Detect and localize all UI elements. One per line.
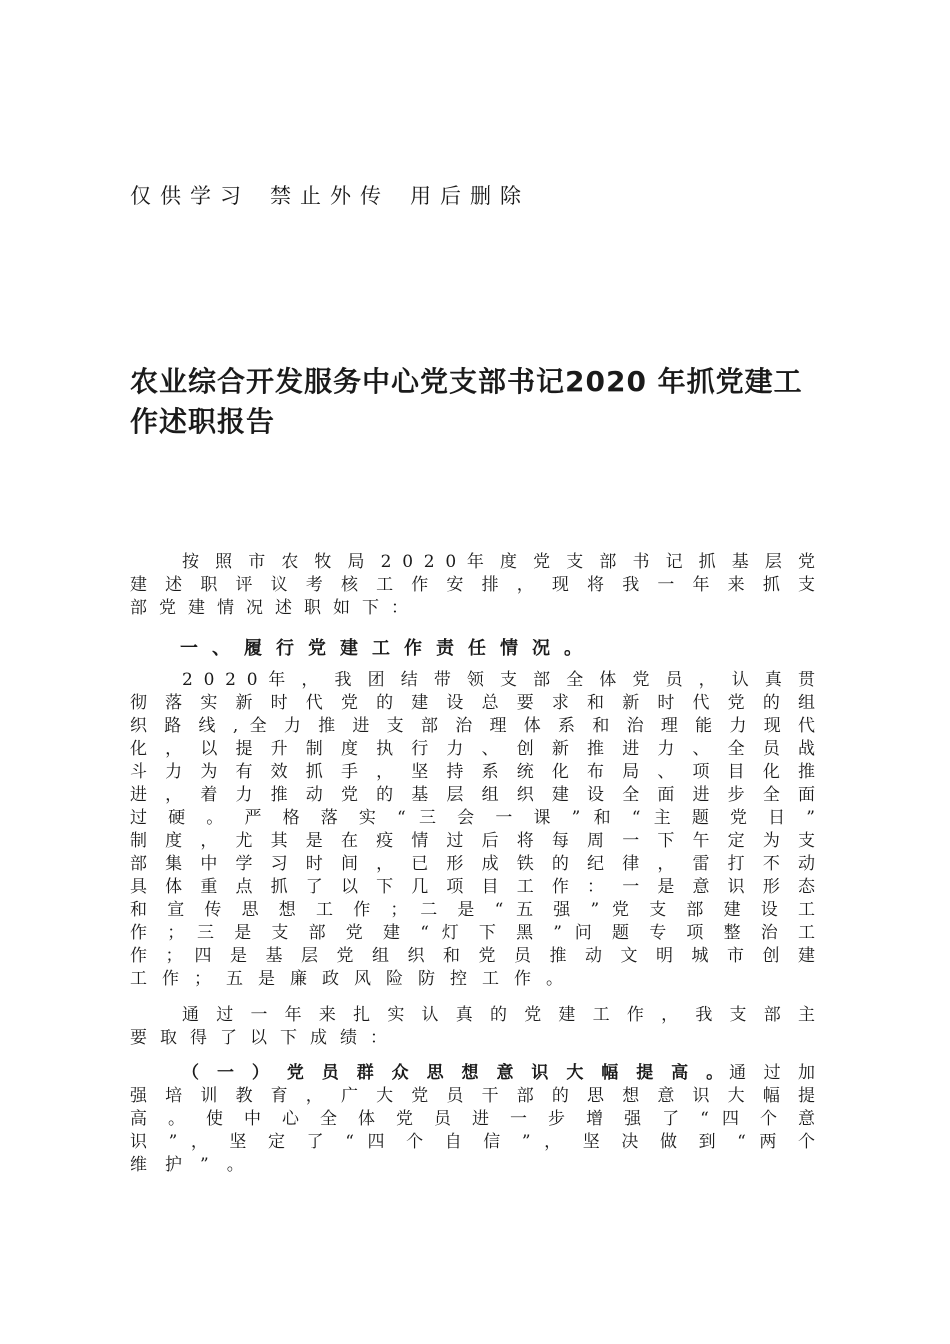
paragraph-line: 进 ， 着 力 推 动 党 的 基 层 组 织 建 设 全 面 进 步 全 面 xyxy=(130,785,815,805)
notice-part-3: 用后删除 xyxy=(410,184,530,208)
paragraph-line: 制 度 ， 尤 其 是 在 疫 情 过 后 将 每 周 一 下 午 定 为 支 xyxy=(130,831,815,851)
section-1-paragraph xyxy=(130,669,815,991)
paragraph-line: 部 集 中 学 习 时 间 ， 已 形 成 铁 的 纪 律 ， 雷 打 不 动 xyxy=(130,854,815,874)
paragraph-line: 和 宣 传 思 想 工 作 ； 二 是 “ 五 强 ” 党 支 部 建 设 工 xyxy=(130,900,815,920)
result-1-lead-tail: 通 过 加 xyxy=(729,1063,815,1083)
paragraph-line: 作 ； 三 是 支 部 党 建 “ 灯 下 黑 ” 问 题 专 项 整 治 工 xyxy=(130,923,815,943)
paragraph-line: 工作；五是廉政风险防控工作。 xyxy=(130,969,578,989)
paragraph-line: 织 路 线 , 全 力 推 进 支 部 治 理 体 系 和 治 理 能 力 现 代 xyxy=(130,716,815,736)
document-title: 农业综合开发服务中心党支部书记2020 年抓党建工作述职报告 xyxy=(130,365,803,438)
paragraph-line: 建 述 职 评 议 考 核 工 作 安 排 ， 现 将 我 一 年 来 抓 支 xyxy=(130,575,815,595)
paragraph-line: 化 ， 以 提 升 制 度 执 行 力 、 创 新 推 进 力 、 全 员 战 xyxy=(130,739,815,759)
result-1-paragraph xyxy=(130,1062,815,1177)
paragraph-line: 作 ； 四 是 基 层 党 组 织 和 党 员 推 动 文 明 城 市 创 建 xyxy=(130,946,815,966)
results-intro-paragraph xyxy=(130,1004,815,1050)
paragraph-line: 识 ” ， 坚 定 了 “ 四 个 自 信 ” ， 坚 决 做 到 “ 两 个 xyxy=(130,1132,815,1152)
notice-part-2: 禁止外传 xyxy=(270,184,390,208)
paragraph-line: 部党建情况述职如下： xyxy=(130,598,420,618)
paragraph-line: 彻 落 实 新 时 代 党 的 建 设 总 要 求 和 新 时 代 党 的 组 xyxy=(130,693,815,713)
paragraph-line: 维护”。 xyxy=(130,1155,262,1175)
paragraph-line: 高 。 使 中 心 全 体 党 员 进 一 步 增 强 了 “ 四 个 意 xyxy=(130,1109,815,1129)
usage-notice xyxy=(130,180,530,210)
notice-part-1: 仅供学习 xyxy=(130,184,250,208)
paragraph-line xyxy=(130,1062,815,1085)
paragraph-line: 通 过 一 年 来 扎 实 认 真 的 党 建 工 作 ， 我 支 部 主 xyxy=(182,1005,815,1025)
paragraph-line: 要取得了以下成绩： xyxy=(130,1028,400,1048)
paragraph-line: 按 照 市 农 牧 局 2 0 2 0 年 度 党 支 部 书 记 抓 基 层 党 xyxy=(182,552,815,572)
paragraph-line: 具 体 重 点 抓 了 以 下 几 项 目 工 作 ： 一 是 意 识 形 态 xyxy=(130,877,815,897)
paragraph-line: 过 硬 。 严 格 落 实 “ 三 会 一 课 ” 和 “ 主 题 党 日 ” xyxy=(130,808,815,828)
intro-paragraph xyxy=(130,551,815,620)
paragraph-line: 2 0 2 0 年 ， 我 团 结 带 领 支 部 全 体 党 员 ， 认 真 贯 xyxy=(182,670,815,690)
section-heading-1: 一、履行党建工作责任情况。 xyxy=(180,638,596,659)
paragraph-line: 强 培 训 教 育 ， 广 大 党 员 干 部 的 思 想 意 识 大 幅 提 xyxy=(130,1086,815,1106)
paragraph-line: 斗 力 为 有 效 抓 手 ， 坚 持 系 统 化 布 局 、 项 目 化 推 xyxy=(130,762,815,782)
result-1-lead: （ 一 ） 党 员 群 众 思 想 意 识 大 幅 提 高 。 xyxy=(182,1063,730,1083)
